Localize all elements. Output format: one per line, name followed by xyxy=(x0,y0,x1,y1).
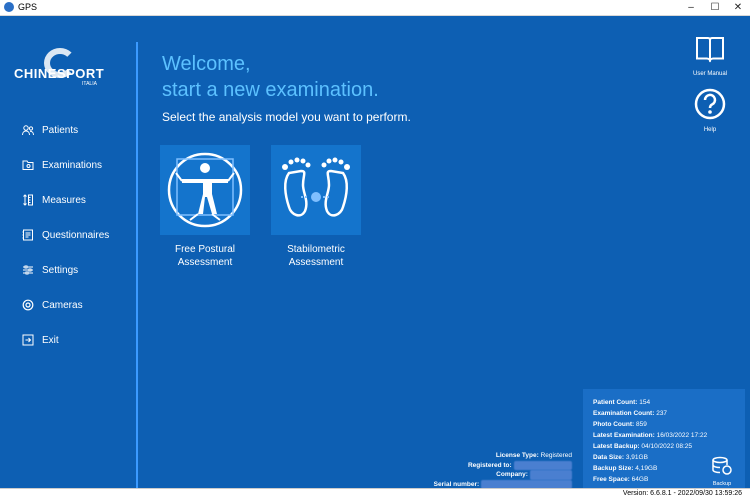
sidebar-item-label: Exit xyxy=(42,334,59,346)
measures-icon xyxy=(22,194,34,206)
sidebar-item-label: Questionnaires xyxy=(42,229,110,241)
cameras-icon xyxy=(22,299,34,311)
tile-label-line: Assessment xyxy=(177,257,233,268)
sidebar-item-examinations[interactable] xyxy=(22,155,102,175)
help-label: Help xyxy=(703,127,717,133)
backup-button[interactable] xyxy=(711,456,733,487)
license-info xyxy=(434,451,572,489)
user-manual-label: User Manual xyxy=(692,71,727,77)
photo-count-value: 859 xyxy=(635,421,647,428)
free-postural-assessment-tile[interactable] xyxy=(160,145,250,235)
sidebar-item-exit[interactable] xyxy=(22,330,59,350)
tile-label-line: Assessment xyxy=(288,257,344,268)
latest-exam-value: 16/03/2022 17:22 xyxy=(656,432,708,439)
tile-label-line: Stabilometric xyxy=(287,244,345,255)
sidebar-item-cameras[interactable] xyxy=(22,295,83,315)
questionnaires-icon xyxy=(22,229,34,241)
stabilometric-label xyxy=(261,243,371,269)
sidebar-item-label: Patients xyxy=(42,124,79,136)
window-title: GPS xyxy=(18,2,38,12)
examination-count-key: Examination Count: xyxy=(593,410,655,417)
sidebar-item-measures[interactable] xyxy=(22,190,86,210)
close-button[interactable]: ✕ xyxy=(733,2,743,13)
settings-icon xyxy=(22,264,34,276)
license-type-value: Registered xyxy=(540,452,572,459)
photo-count-key: Photo Count: xyxy=(593,421,635,428)
data-size-value: 3,91GB xyxy=(625,454,648,461)
stats-list xyxy=(593,397,707,485)
question-icon xyxy=(694,88,726,120)
title-bar xyxy=(0,0,750,16)
main-window xyxy=(0,16,750,488)
sidebar-item-label: Measures xyxy=(42,194,86,206)
company-value-redacted xyxy=(530,470,572,480)
company-key: Company: xyxy=(496,471,528,478)
sidebar-item-patients[interactable] xyxy=(22,120,78,140)
registered-to-key: Registered to: xyxy=(467,461,512,469)
license-type-key: License Type: xyxy=(495,452,539,459)
maximize-button[interactable]: ☐ xyxy=(710,2,720,13)
examinations-icon xyxy=(22,159,34,171)
exit-icon xyxy=(22,334,34,346)
tile-label-line: Free Postural xyxy=(174,244,236,255)
welcome-line-2: start a new examination. xyxy=(162,79,379,101)
help-button[interactable] xyxy=(690,88,730,133)
registered-to-value-redacted xyxy=(514,461,573,471)
welcome-heading xyxy=(162,51,379,103)
sidebar-item-label: Cameras xyxy=(42,299,83,311)
logo-brand: CHINESPORT xyxy=(14,66,105,81)
version-text: Version: 6.6.8.1 - 2022/09/30 13:59:26 xyxy=(622,490,742,497)
welcome-line-1: Welcome, xyxy=(162,53,251,75)
database-backup-icon xyxy=(711,456,733,476)
sidebar-item-label: Settings xyxy=(42,264,79,276)
user-manual-button[interactable] xyxy=(690,34,730,77)
free-space-value: 64GB xyxy=(631,476,649,483)
patients-icon xyxy=(22,124,34,136)
sidebar-item-questionnaires[interactable] xyxy=(22,225,109,245)
free-space-key: Free Space: xyxy=(593,476,630,483)
sidebar-divider xyxy=(136,42,138,492)
latest-exam-key: Latest Examination: xyxy=(593,432,655,439)
backup-size-key: Backup Size: xyxy=(593,465,634,472)
backup-size-value: 4,19GB xyxy=(635,465,658,472)
sidebar-item-label: Examinations xyxy=(42,159,103,171)
serial-number-key: Serial number: xyxy=(433,480,480,488)
status-bar xyxy=(0,488,750,501)
footprints-icon xyxy=(271,145,361,235)
logo-sub: ITALIA xyxy=(82,81,97,87)
stats-panel xyxy=(583,389,745,493)
latest-backup-key: Latest Backup: xyxy=(593,443,640,450)
backup-label: Backup xyxy=(712,481,732,487)
latest-backup-value: 04/10/2022 08:25 xyxy=(641,443,693,450)
patient-count-value: 154 xyxy=(639,399,651,406)
data-size-key: Data Size: xyxy=(593,454,625,461)
examination-count-value: 237 xyxy=(656,410,668,417)
minimize-button[interactable]: – xyxy=(688,2,694,13)
app-icon xyxy=(4,2,14,12)
vitruvian-man-icon xyxy=(160,145,250,235)
select-instruction: Select the analysis model you want to perform. xyxy=(162,110,411,124)
book-icon xyxy=(694,34,726,64)
sidebar-item-settings[interactable] xyxy=(22,260,78,280)
stabilometric-assessment-tile[interactable] xyxy=(271,145,361,235)
patient-count-key: Patient Count: xyxy=(593,399,638,406)
free-postural-label xyxy=(150,243,260,269)
chinesport-logo xyxy=(14,48,104,90)
